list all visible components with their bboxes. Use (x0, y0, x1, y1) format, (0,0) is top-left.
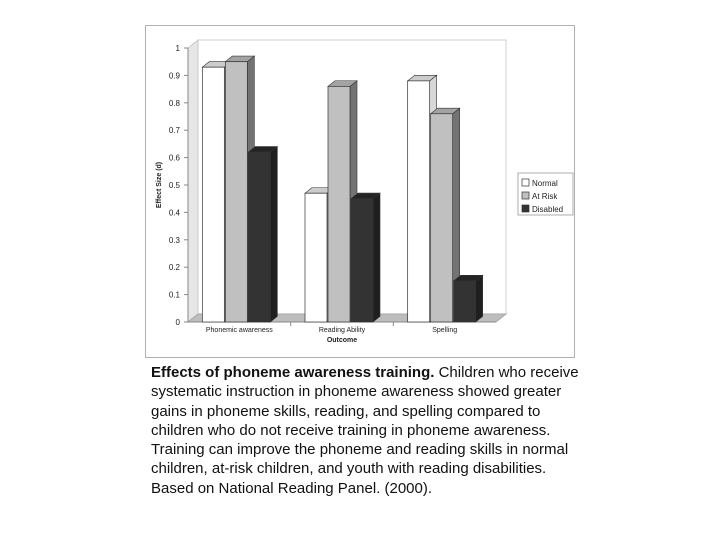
bar (351, 193, 380, 322)
y-tick-label: 0.2 (168, 263, 180, 273)
legend-swatch (522, 205, 529, 212)
caption-title: Effects of phoneme awareness training. (151, 364, 435, 381)
x-tick-label: Spelling (432, 327, 458, 334)
legend-swatch (522, 192, 529, 199)
x-tick-label: Reading Ability (318, 327, 366, 334)
y-tick-label: 0.8 (168, 98, 180, 108)
bar-side (373, 193, 380, 322)
legend-label: Normal (532, 179, 558, 188)
y-tick-label: 0.7 (168, 126, 180, 136)
figure-caption (151, 363, 581, 498)
y-tick-label: 0.6 (168, 153, 180, 163)
legend-swatch (522, 179, 529, 186)
bar-front (351, 199, 373, 322)
x-tick-label: Phonemic awareness (205, 327, 273, 334)
bar-front (431, 114, 453, 322)
bar (248, 147, 277, 322)
bar-front (225, 62, 247, 322)
bar-front (454, 281, 476, 322)
y-tick-label: 0.9 (168, 71, 180, 81)
y-tick-label: 0 (175, 318, 180, 327)
x-axis-title: Outcome (326, 337, 358, 344)
y-tick-label: 0.4 (168, 208, 180, 218)
legend-label: Disabled (532, 205, 564, 214)
y-tick-label: 1 (175, 44, 180, 53)
bar-front (328, 86, 350, 322)
bar-front (202, 67, 224, 322)
y-axis-title: Effect Size (d) (156, 161, 163, 209)
bar-side (270, 147, 277, 322)
bar (454, 275, 483, 322)
bar-side (476, 275, 483, 322)
caption-body: Children who receive systematic instruction in phoneme awareness showed greater gains in phoneme skills, reading, and spelling compared to children who do not receive training in phoneme awareness. Training can improve the phoneme and reading skills in normal children, at-risk children, and youth with reading disabilities. Based on National Reading Panel. (2000). (151, 364, 579, 497)
bar-front (248, 152, 270, 322)
y-tick-label: 0.3 (168, 235, 180, 245)
y-tick-label: 0.1 (168, 290, 180, 300)
chart-frame (145, 25, 575, 358)
bar-front (408, 81, 430, 322)
y-tick-label: 0.5 (168, 181, 180, 190)
bar-chart (146, 26, 576, 359)
chart-side-wall (188, 40, 198, 322)
bar-front (305, 193, 327, 322)
legend-label: At Risk (532, 192, 558, 201)
